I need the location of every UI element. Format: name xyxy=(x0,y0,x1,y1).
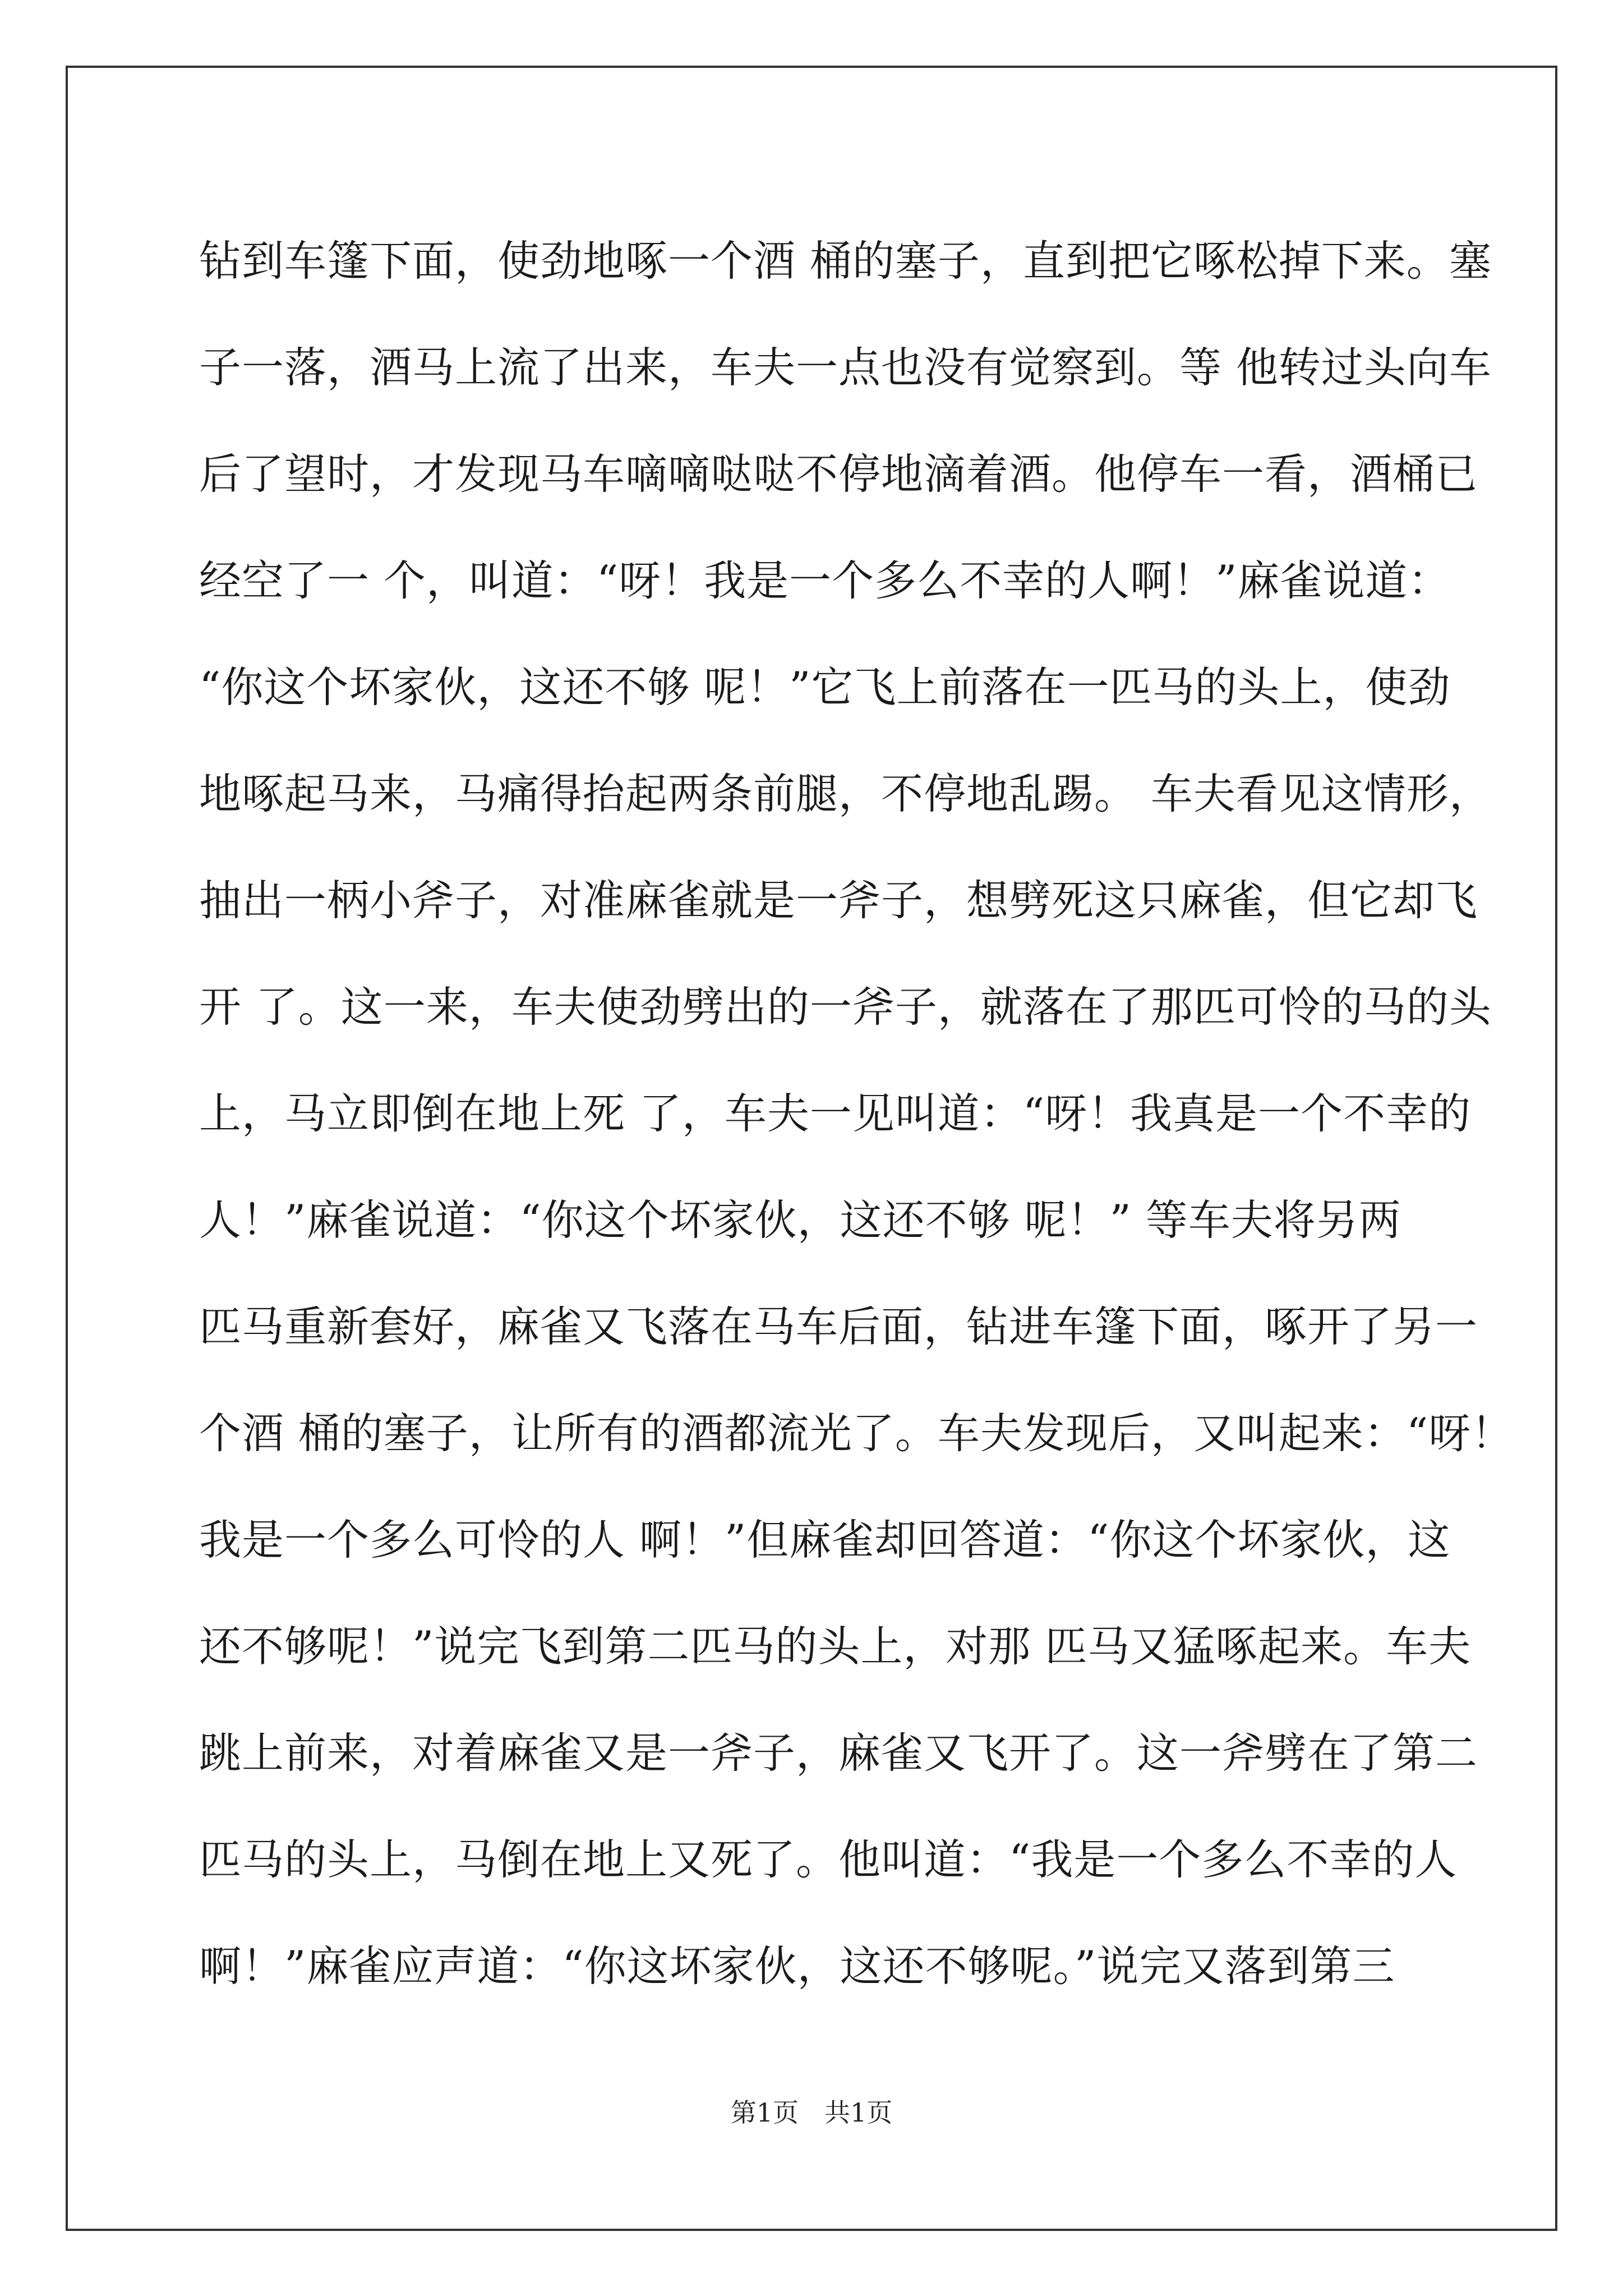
text-line: 个酒 桶的塞子，让所有的酒都流光了。车夫发现后，又叫起来：“呀！ xyxy=(199,1409,1514,1458)
text-line: 钻到车篷下面，使劲地啄一个酒 桶的塞子，直到把它啄松掉下来。塞 xyxy=(199,236,1492,286)
text-line: 上，马立即倒在地上死 了，车夫一见叫道：“呀！我真是一个不幸的 xyxy=(199,1089,1472,1138)
text-line: 人！”麻雀说道：“你这个坏家伙，这还不够 呢！” 等车夫将另两 xyxy=(199,1195,1401,1245)
text-line: 匹马重新套好，麻雀又飞落在马车后面，钻进车篷下面，啄开了另一 xyxy=(199,1302,1478,1351)
text-line: 后了望时，才发现马车嘀嘀哒哒不停地滴着酒。他停车一看，酒桶已 xyxy=(199,449,1478,499)
text-line: 开 了。这一来，车夫使劲劈出的一斧子，就落在了那匹可怜的马的头 xyxy=(199,982,1492,1032)
text-line: 经空了一 个，叫道：“呀！我是一个多么不幸的人啊！”麻雀说道： xyxy=(199,556,1451,605)
text-line: 我是一个多么可怜的人 啊！”但麻雀却回答道：“你这个坏家伙，这 xyxy=(199,1515,1451,1565)
text-line: 啊！”麻雀应声道：“你这坏家伙，这还不够呢。”说完又落到第三 xyxy=(199,1941,1395,1991)
page-footer: 第1页 共1页 xyxy=(730,2097,893,2128)
text-line: 还不够呢！”说完飞到第二匹马的头上，对那 匹马又猛啄起来。车夫 xyxy=(199,1622,1472,1671)
text-line: 跳上前来，对着麻雀又是一斧子，麻雀又飞开了。这一斧劈在了第二 xyxy=(199,1728,1478,1778)
document-body xyxy=(199,208,1514,2019)
text-line: 地啄起马来，马痛得抬起两条前腿，不停地乱踢。 车夫看见这情形， xyxy=(199,769,1492,818)
text-line: “你这个坏家伙，这还不够 呢！”它飞上前落在一匹马的头上，使劲 xyxy=(199,662,1451,712)
text-line: 匹马的头上，马倒在地上又死了。他叫道：“我是一个多么不幸的人 xyxy=(199,1835,1458,1884)
text-line: 抽出一柄小斧子，对准麻雀就是一斧子，想劈死这只麻雀，但它却飞 xyxy=(199,876,1478,925)
text-line: 子一落，酒马上流了出来，车夫一点也没有觉察到。等 他转过头向车 xyxy=(199,343,1492,392)
